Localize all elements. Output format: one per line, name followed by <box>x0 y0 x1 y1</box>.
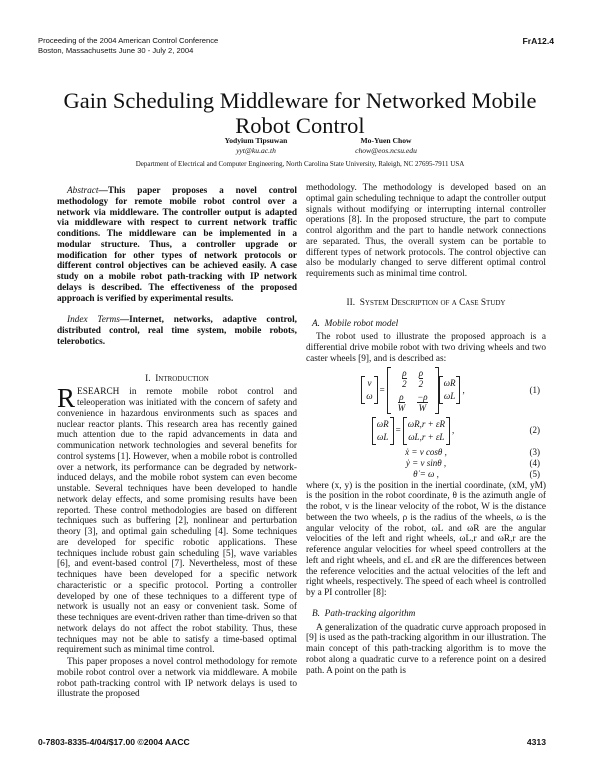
numerator: ρ <box>402 367 407 378</box>
index-terms-label: Index Terms <box>67 315 120 326</box>
intro-paragraph-2: This paper proposes a novel control methodology for remote mobile robot control over a network via middleware. A mobile robot path-tracking control with IP network delays is used to illustrate the proposed <box>57 657 297 700</box>
variable-definitions-paragraph: where (x, y) is the position in the inertial coordinate, (xM, yM) is the position in the robot coordinate, θ is the azimuth angle of the robot, v is the linear velocity of the robot, W is the distance between the two wheels, ρ is the radius of the wheels, ω is the angular velocity of the robot, ωL and ωR are the angular velocities of the left and right wheels, ωL,r and ωR,r are the reference angular velocities for wheel speed controllers at the left and right wheels, and εL and εR are the differences between the reference velocities and the actual velocities of the left and right wheels, respectively. The speed of each wheel is controlled by a PI controller [8]: <box>306 480 546 598</box>
denominator: 2 <box>418 378 424 389</box>
index-terms <box>57 315 297 347</box>
equation-1: v ω = $\frac{\rho}{2}$ $\frac{\rho}{2}$ $\frac{\rho}{W}$ $\frac{-\rho}{W}$ ωR ωL , (1) <box>306 367 546 414</box>
numerator: ρ <box>399 391 404 402</box>
intro-paragraph-1-text: ESEARCH in remote mobile robot control and teleoperation was initiated with the concern of safety and convenience in hazardous environments such as spaces and nuclear reactor plants. This research area has recently gained much attention due to the rapid advancements in data and communication network technologies and several benefits for control systems [1]. However, when a mobile robot is controlled over a network, its performance can be degraded by network-induced delays, and the mobile robot system can even become unstable. Several techniques have been developed to handle network delay effects, and some promising results have been reported. These control methodologies are based on different techniques such as buffering [2], nonlinear and perturbation theory [3], and optimal gain scheduling [4]. Some techniques are developed for specific robotic applications. These techniques include robust gain scheduling [5], wave variables [6], and event-based control [7]. Nevertheless, most of these techniques have been developed for a specific network characteristic or a specific protocol. Porting a controller developed by one of these techniques to a different type of network is usually not an easy or convenient task. Some of these techniques are event-driven rather than time-driven so that network delays do not affect the robot stability. Thus, these techniques may not be able to satisfy a time-based optimal requirement such as minimal time control. <box>57 387 297 656</box>
abstract-text: —This paper proposes a novel control methodology for remote mobile robot control over a network via middleware. The controller output is adapted via middleware with respect to current network traffic conditions. The middleware can be implemented in a modular structure. Thus, a controller upgrade or modification for other types of network protocols or different control objectives can be achieved easily. A case study on a mobile robot path-tracking with IP network delays is described. The effectiveness of the proposed approach is verified by experimental results. <box>57 186 297 304</box>
subsection-title: Path-tracking algorithm <box>324 608 416 619</box>
denominator: W <box>418 402 427 413</box>
intro-paragraph-2-continued: methodology. The methodology is developed based on an optimal gain scheduling technique to adapt the controller output signals without modifying or interrupting internal controller operations [8]. In the proposed structure, the part to compute control algorithm and the part to handle network connections are separated. Thus, the overall system can be portable to different types of network protocols. The control objective can also be modularly changed to serve different optimal control requirements such as minimal time control. <box>306 183 546 279</box>
paper-title <box>0 88 600 138</box>
page-number: 4313 <box>526 737 546 747</box>
section-number: I. <box>145 373 151 384</box>
matrix <box>403 417 450 445</box>
matrix-entry: ω <box>366 391 373 401</box>
author-email: yyt@ku.ac.th <box>236 146 276 155</box>
subsection-heading-b <box>312 609 546 620</box>
robot-model-paragraph: The robot used to illustrate the proposed approach is a differential drive mobile robot with two driving wheels and two caster wheels [9], and is described as: <box>306 332 546 364</box>
equations <box>306 365 546 479</box>
equation-number: (5) <box>529 468 540 479</box>
footer-isbn: 0-7803-8335-4/04/$17.00 ©2004 AACC <box>38 737 190 747</box>
index-terms-text: —Internet, networks, adaptive control, distributed control, real time system, mobile robots, telerobotics. <box>57 315 297 347</box>
section-number: II. <box>346 297 356 308</box>
intro-paragraph-1 <box>57 383 297 656</box>
subsection-title: Mobile robot model <box>324 318 399 329</box>
equation-3 <box>306 447 546 458</box>
equation-number: (2) <box>529 424 540 435</box>
session-code: FrA12.4 <box>522 36 554 46</box>
equation-text: ẋ = v cosθ , <box>405 446 447 457</box>
matrix <box>387 367 439 414</box>
subsection-label: A. <box>312 318 321 329</box>
matrix-entry: ωL <box>377 431 389 442</box>
matrix <box>372 417 394 445</box>
denominator: 2 <box>402 378 407 389</box>
subsection-label: B. <box>312 608 321 619</box>
drop-cap: R <box>57 383 76 414</box>
equation-2: ωR ωL = ωR,r + εR ωL,r + εL , (2) <box>306 417 546 445</box>
right-column <box>306 183 546 676</box>
subsection-heading-a <box>312 319 546 330</box>
author-name: Yodyium Tipsuwan <box>224 136 288 145</box>
abstract <box>57 186 297 304</box>
matrix-entry: ωR <box>376 418 389 429</box>
conference-line-2: Boston, Massachusetts June 30 - July 2, 2004 <box>38 46 194 55</box>
section-title: System Description of a Case Study <box>359 297 506 308</box>
left-column <box>57 186 297 700</box>
affiliation: Department of Electrical and Computer Engineering, North Carolina State University, Raleigh, NC 27695-7911 USA <box>135 160 465 168</box>
matrix-entry: ωL <box>443 391 456 401</box>
title-line-2: Robot Control <box>235 113 365 138</box>
matrix-entry: v <box>367 378 372 388</box>
author-email: chow@eos.ncsu.edu <box>355 146 417 155</box>
author-name: Mo-Yuen Chow <box>360 136 412 145</box>
title-line-1: Gain Scheduling Middleware for Networked Mobile <box>63 88 537 113</box>
equation-number: (3) <box>529 446 540 457</box>
section-heading-system-description <box>306 298 546 309</box>
path-tracking-paragraph: A generalization of the quadratic curve approach proposed in [9] is used as the path-tracking algorithm in our illustration. The main concept of this path-tracking algorithm is to move the robot along a quadratic curve to a reference point on a desired path. A point on the path is <box>306 622 546 676</box>
abstract-label: Abstract <box>67 186 99 196</box>
author-2 <box>306 136 466 156</box>
equation-4 <box>306 458 546 469</box>
matrix-entry: ωR,r + εR <box>407 418 445 429</box>
section-title: Introduction <box>155 373 209 384</box>
matrix <box>439 376 461 404</box>
section-heading-introduction <box>57 374 297 385</box>
numerator: −ρ <box>417 391 428 402</box>
equation-text: ẏ = v sinθ , <box>405 457 447 468</box>
numerator: ρ <box>418 367 424 378</box>
equation-number: (1) <box>529 384 540 395</box>
matrix <box>361 376 377 404</box>
conference-header <box>38 36 218 56</box>
matrix-entry: ωL,r + εL <box>408 431 445 442</box>
equation-5 <box>306 469 546 480</box>
denominator: W <box>397 402 406 413</box>
equation-number: (4) <box>529 457 540 468</box>
conference-line-1: Proceeding of the 2004 American Control Conference <box>38 36 219 45</box>
matrix-entry: ωR <box>443 378 456 388</box>
equation-text: θ̇ = ω , <box>413 468 439 479</box>
